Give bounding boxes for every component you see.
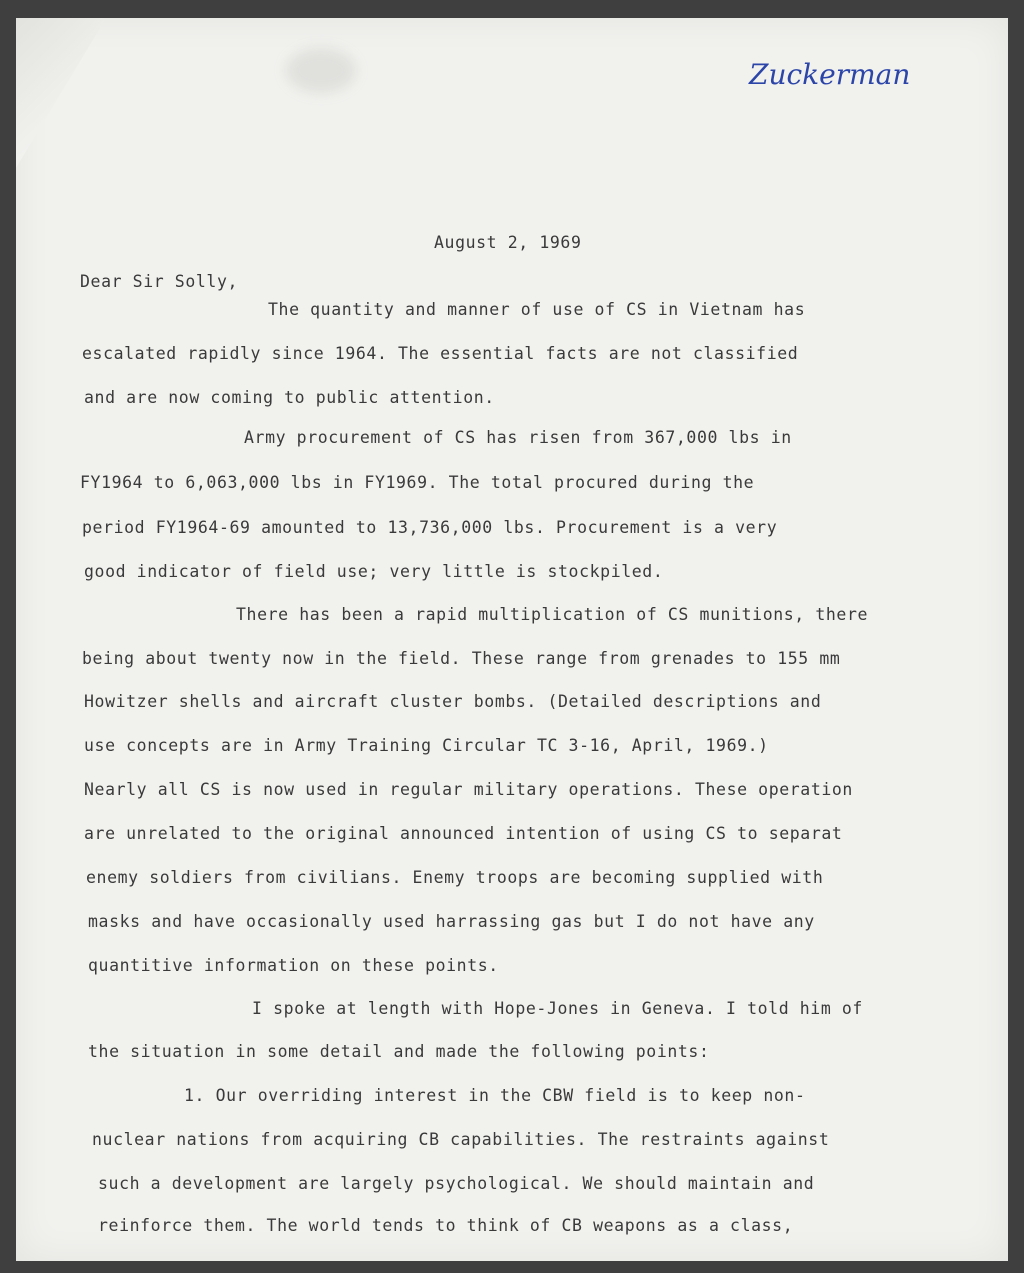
body-line: being about twenty now in the field. These range from grenades to 155 mm [82,649,841,668]
body-line: good indicator of field use; very little is stockpiled. [84,562,664,581]
body-line: I spoke at length with Hope-Jones in Geneva. I told him of [252,999,863,1018]
body-line: quantitive information on these points. [88,956,499,975]
body-line: escalated rapidly since 1964. The essential facts are not classified [82,344,799,363]
body-line: Army procurement of CS has risen from 367,000 lbs in [244,428,792,447]
body-line: The quantity and manner of use of CS in Vietnam has [268,300,806,319]
body-line: FY1964 to 6,063,000 lbs in FY1969. The total procured during the [80,473,755,492]
body-line: There has been a rapid multiplication of CS munitions, there [236,605,869,624]
folded-corner [16,18,106,168]
body-line: Nearly all CS is now used in regular military operations. These operation [84,780,853,799]
body-line: masks and have occasionally used harrassing gas but I do not have any [88,912,815,931]
body-line: use concepts are in Army Training Circular TC 3-16, April, 1969.) [84,736,769,755]
salutation: Dear Sir Solly, [80,272,239,291]
body-line: and are now coming to public attention. [84,388,495,407]
handwritten-annotation: Zuckerman [749,58,911,91]
list-item-line: such a development are largely psychological. We should maintain and [98,1174,815,1193]
letter-date: August 2, 1969 [434,233,582,252]
letter-page [16,18,1008,1261]
list-item-line: nuclear nations from acquiring CB capabilities. The restraints against [92,1130,830,1149]
body-line: enemy soldiers from civilians. Enemy troops are becoming supplied with [86,868,824,887]
paper-smudge [286,48,356,93]
body-line: period FY1964-69 amounted to 13,736,000 lbs. Procurement is a very [82,518,778,537]
body-line: Howitzer shells and aircraft cluster bombs. (Detailed descriptions and [84,692,822,711]
list-item-line: reinforce them. The world tends to think of CB weapons as a class, [98,1216,794,1235]
list-item-line: 1. Our overriding interest in the CBW field is to keep non- [184,1086,806,1105]
body-line: the situation in some detail and made the following points: [88,1042,710,1061]
body-line: are unrelated to the original announced intention of using CS to separat [84,824,843,843]
